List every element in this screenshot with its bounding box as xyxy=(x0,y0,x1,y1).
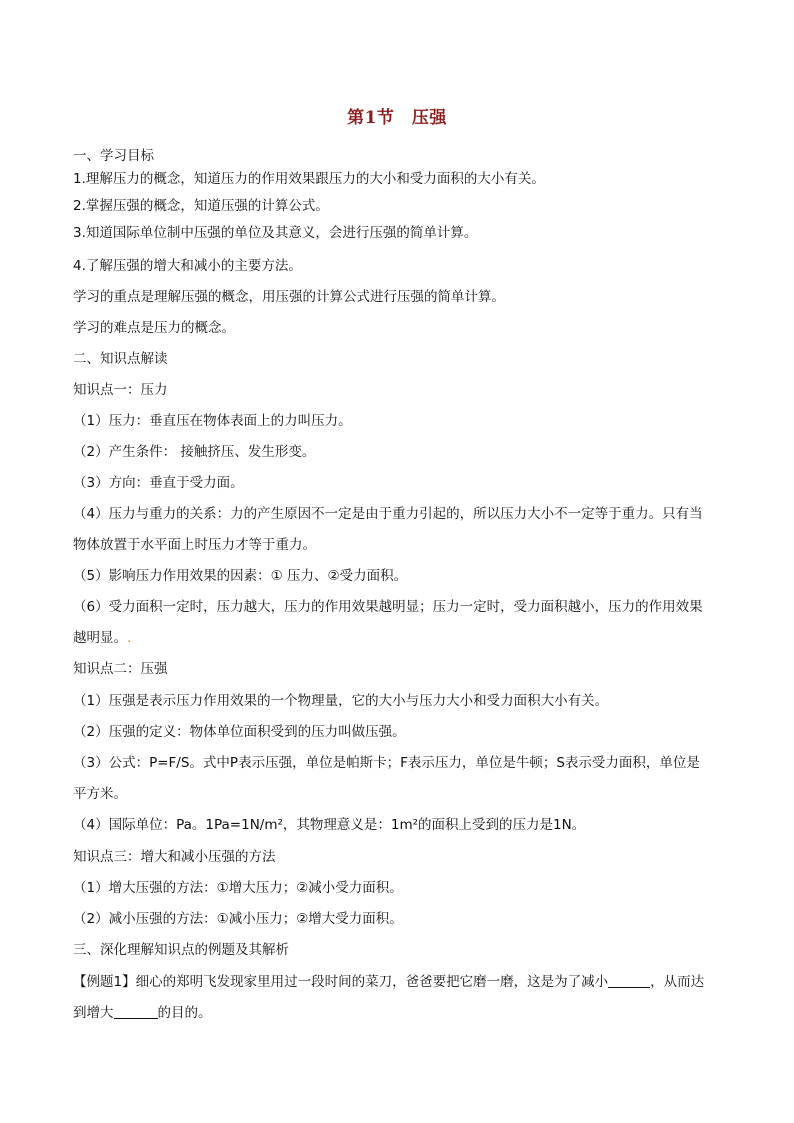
example-label: 【例题1】 xyxy=(73,974,136,990)
objective-2: 2.掌握压强的概念，知道压强的计算公式。 xyxy=(73,198,329,214)
kp2-item-3-line2: 平方米。 xyxy=(73,786,127,802)
answer-blank-1[interactable] xyxy=(608,974,650,989)
kp1-item-6-line2 xyxy=(73,623,723,654)
knowledge-point-3-heading: 知识点三：增大和减小压强的方法 xyxy=(73,849,276,865)
kp2-item-3-line1: （3）公式：P=F/S。式中P表示压强，单位是帕斯卡；F表示压力，单位是牛顿；S表示受力面积，单位是 xyxy=(73,755,700,771)
kp1-item-1: （1）压力：垂直压在物体表面上的力叫压力。 xyxy=(73,413,352,429)
kp1-item-4-line1: （4）压力与重力的关系：力的产生原因不一定是由于重力引起的，所以压力大小不一定等于重力。只有当 xyxy=(73,506,703,522)
kp1-item-5: （5）影响压力作用效果的因素：① 压力、②受力面积。 xyxy=(73,568,408,584)
kp1-item-4-line2: 物体放置于水平面上时压力才等于重力。 xyxy=(73,537,316,553)
objective-1: 1.理解压力的概念，知道压力的作用效果跟压力的大小和受力面积的大小有关。 xyxy=(73,171,545,187)
objective-3: 3.知道国际单位制中压强的单位及其意义，会进行压强的简单计算。 xyxy=(73,225,478,241)
kp2-item-4: （4）国际单位：Pa。1Pa=1N/m²，其物理意义是：1m²的面积上受到的压力是1N。 xyxy=(73,817,586,833)
example-text-2: ，从而达 xyxy=(650,974,705,990)
difficult-point: 学习的难点是压力的概念。 xyxy=(73,320,235,336)
section-heading-objectives: 一、学习目标 xyxy=(73,148,154,164)
objective-4: 4.了解压强的增大和减小的主要方法。 xyxy=(73,258,302,274)
kp3-item-2: （2）减小压强的方法：①减小压力；②增大受力面积。 xyxy=(73,911,403,927)
kp1-item-6-line1: （6）受力面积一定时，压力越大，压力的作用效果越明显；压力一定时，受力面积越小，压力的作用效果 xyxy=(73,599,703,615)
kp2-item-1: （1）压强是表示压力作用效果的一个物理量，它的大小与压力大小和受力面积大小有关。 xyxy=(73,693,609,709)
kp1-item-6-text: 越明显。 xyxy=(73,630,127,646)
answer-blank-2[interactable] xyxy=(114,1005,158,1020)
orange-dot-mark: . xyxy=(127,630,132,646)
example-text-3: 到增大 xyxy=(73,1005,114,1021)
knowledge-point-2-heading: 知识点二：压强 xyxy=(73,661,168,677)
section-heading-knowledge: 二、知识点解读 xyxy=(73,351,168,367)
kp3-item-1: （1）增大压强的方法：①增大压力；②减小受力面积。 xyxy=(73,880,403,896)
example-text-4: 的目的。 xyxy=(157,1005,212,1021)
example-text-1: 细心的郑明飞发现家里用过一段时间的菜刀，爸爸要把它磨一磨，这是为了减小 xyxy=(135,974,609,990)
knowledge-point-1-heading: 知识点一：压力 xyxy=(73,382,168,398)
kp1-item-3: （3）方向：垂直于受力面。 xyxy=(73,475,244,491)
example-1-line2 xyxy=(73,998,723,1029)
page-title: 第1节 压强 xyxy=(347,108,447,128)
example-1-line1 xyxy=(73,967,723,998)
kp1-item-2: （2）产生条件： 接触挤压、发生形变。 xyxy=(73,444,316,460)
kp2-item-2: （2）压强的定义：物体单位面积受到的压力叫做压强。 xyxy=(73,724,406,740)
section-heading-examples: 三、深化理解知识点的例题及其解析 xyxy=(73,942,289,958)
key-point: 学习的重点是理解压强的概念，用压强的计算公式进行压强的简单计算。 xyxy=(73,289,505,305)
